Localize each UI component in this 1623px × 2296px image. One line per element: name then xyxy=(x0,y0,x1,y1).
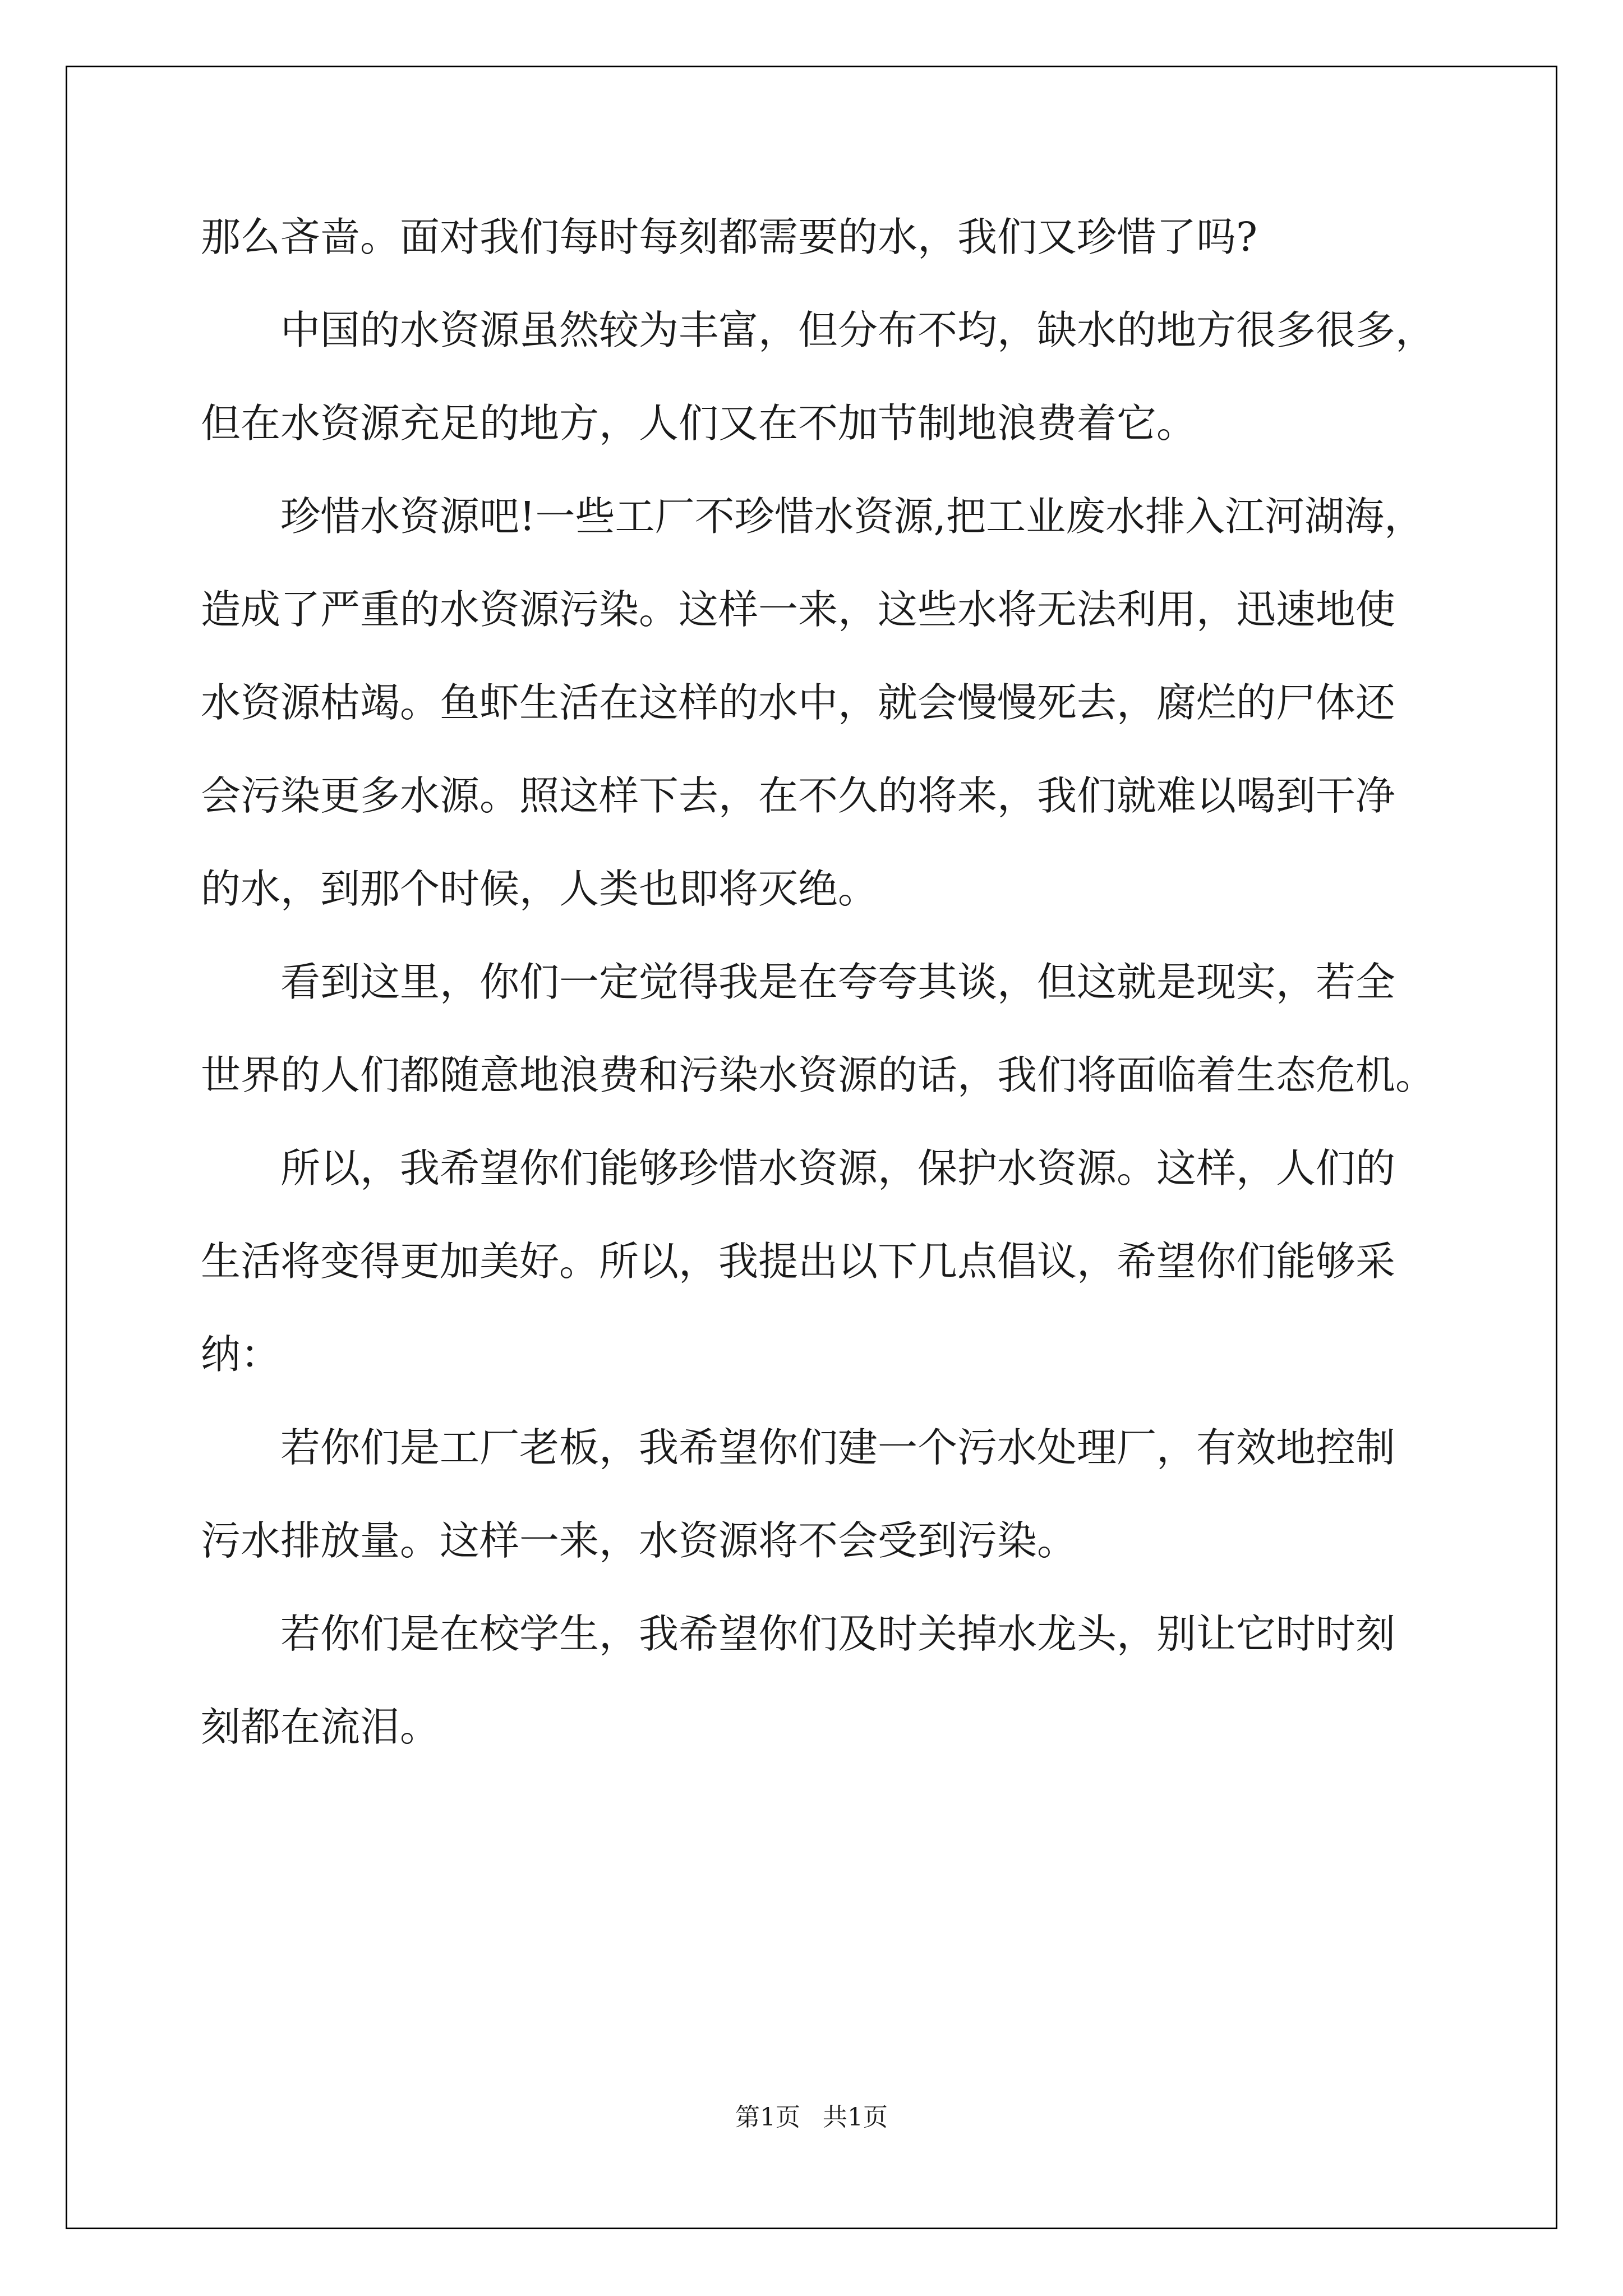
text-line: 中国的水资源虽然较为丰富，但分布不均，缺水的地方很多很多， xyxy=(280,307,1436,353)
text-line: 珍惜水资源吧!一些工厂不珍惜水资源,把工业废水排入江河湖海， xyxy=(280,493,1424,540)
page-number: 第1页 xyxy=(735,2103,800,2132)
text-line: 若你们是在校学生，我希望你们及时关掉水龙头，别让它时时刻 xyxy=(280,1611,1396,1657)
text-line: 世界的人们都随意地浪费和污染水资源的话，我们将面临着生态危机。 xyxy=(201,1052,1436,1098)
page-total: 共1页 xyxy=(823,2103,888,2132)
text-line: 那么吝啬。面对我们每时每刻都需要的水，我们又珍惜了吗? xyxy=(201,214,1258,260)
text-line: 会污染更多水源。照这样下去，在不久的将来，我们就难以喝到干净 xyxy=(201,772,1396,819)
text-line: 水资源枯竭。鱼虾生活在这样的水中，就会慢慢死去，腐烂的尸体还 xyxy=(201,679,1396,726)
text-line: 但在水资源充足的地方，人们又在不加节制地浪费着它。 xyxy=(201,400,1197,447)
document-body xyxy=(201,191,1446,1774)
text-line: 所以，我希望你们能够珍惜水资源，保护水资源。这样，人们的 xyxy=(280,1145,1396,1191)
text-line: 造成了严重的水资源污染。这样一来，这些水将无法利用，迅速地使 xyxy=(201,586,1396,633)
text-line: 污水排放量。这样一来，水资源将不会受到污染。 xyxy=(201,1517,1077,1564)
text-line: 生活将变得更加美好。所以，我提出以下几点倡议，希望你们能够采 xyxy=(201,1238,1396,1285)
page-footer xyxy=(0,2101,1623,2134)
text-line: 的水，到那个时候，人类也即将灭绝。 xyxy=(201,866,878,912)
text-line: 若你们是工厂老板，我希望你们建一个污水处理厂，有效地控制 xyxy=(280,1424,1396,1471)
text-line: 刻都在流泪。 xyxy=(201,1704,440,1750)
text-line: 看到这里，你们一定觉得我是在夸夸其谈，但这就是现实，若全 xyxy=(280,959,1396,1005)
text-line: 纳： xyxy=(201,1331,281,1378)
